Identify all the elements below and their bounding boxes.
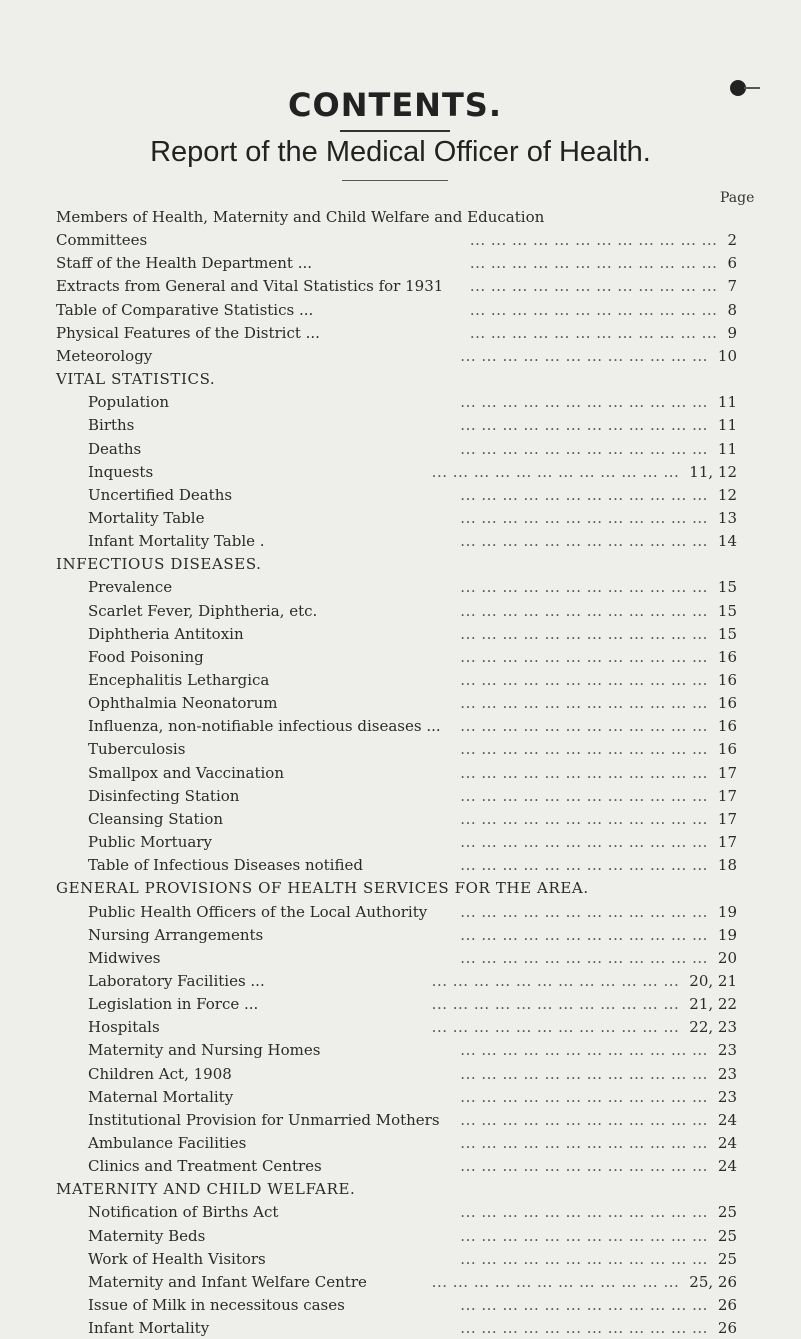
dot-leader: ... ... ... ... ... ... ... ... ... ... ... ... — [431, 462, 680, 481]
toc-entry — [0, 553, 801, 575]
dot-leader: ... ... ... ... ... ... ... ... ... ... ... ... — [460, 856, 708, 875]
dot-leader: ... ... ... ... ... ... ... ... ... ... ... ... — [460, 717, 708, 736]
toc-entry — [0, 1132, 801, 1154]
title-underline — [340, 130, 450, 132]
toc-entry-page: 12 — [717, 485, 737, 504]
toc-entry-page: 25 — [717, 1226, 737, 1245]
toc-entry-title: Work of Health Visitors — [88, 1249, 266, 1268]
toc-entry-page: 17 — [717, 763, 737, 782]
toc-entry-page: 11 — [717, 439, 737, 458]
toc-entry-page: 20, 21 — [689, 971, 737, 990]
toc-entry — [0, 692, 801, 714]
toc-entry-title: Public Health Officers of the Local Authority — [88, 902, 428, 921]
dot-leader: ... ... ... ... ... ... ... ... ... ... ... ... — [460, 647, 708, 666]
toc-entry — [0, 993, 801, 1015]
toc-entry-page: 26 — [717, 1319, 737, 1338]
toc-entry-page: 23 — [717, 1087, 737, 1106]
toc-entry-page: 20 — [717, 948, 737, 967]
dot-leader: ... ... ... ... ... ... ... ... ... ... ... ... — [469, 277, 718, 296]
toc-entry-title: Cleansing Station — [88, 809, 224, 828]
toc-entry — [0, 299, 801, 321]
dot-leader: ... ... ... ... ... ... ... ... ... ... ... ... — [460, 925, 708, 944]
toc-entry — [0, 1016, 801, 1038]
dot-leader: ... ... ... ... ... ... ... ... ... ... ... ... — [460, 1157, 708, 1176]
toc-entry-title: Maternity and Infant Welfare Centre — [88, 1272, 367, 1291]
dot-leader: ... ... ... ... ... ... ... ... ... ... ... ... — [460, 1134, 708, 1152]
toc-entry-title: Infant Mortality Table . — [88, 532, 265, 551]
toc-entry-page: 14 — [717, 532, 737, 551]
dot-leader: ... ... ... ... ... ... ... ... ... ... ... ... — [431, 995, 680, 1014]
toc-entry-title: Smallpox and Vaccination — [88, 763, 284, 782]
toc-entry — [0, 646, 801, 668]
toc-entry — [0, 600, 801, 622]
dot-leader: ... ... ... ... ... ... ... ... ... ... ... ... — [460, 1087, 708, 1106]
toc-entry-title: Scarlet Fever, Diphtheria, etc. — [88, 601, 318, 620]
dot-leader: ... ... ... ... ... ... ... ... ... ... ... ... — [460, 786, 708, 805]
toc-entry-title: Clinics and Treatment Centres — [88, 1157, 322, 1176]
toc-entry-title: Inquests — [88, 462, 154, 481]
toc-entry-title: VITAL STATISTICS. — [56, 370, 216, 388]
toc-entry-page: 26 — [717, 1296, 737, 1314]
toc-entry-page: 19 — [717, 925, 737, 944]
toc-entry-page: 16 — [717, 647, 737, 666]
toc-entry-page: 11 — [717, 393, 737, 412]
toc-entry — [0, 715, 801, 737]
toc-entry-page: 11, 12 — [689, 462, 737, 481]
dot-leader: ... ... ... ... ... ... ... ... ... ... ... ... — [460, 346, 708, 365]
toc-entry-page: 25, 26 — [689, 1272, 737, 1291]
toc-entry — [0, 1109, 801, 1131]
toc-entry-title: Members of Health, Maternity and Child Welfare and Education — [56, 208, 545, 226]
toc-entry — [0, 623, 801, 645]
toc-entry-page: 21, 22 — [689, 995, 737, 1014]
toc-entry-title: Prevalence — [88, 578, 173, 597]
toc-entry — [0, 970, 801, 992]
toc-entry-page: 22, 23 — [689, 1018, 737, 1037]
toc-entry-page: 17 — [717, 809, 737, 828]
dot-leader: ... ... ... ... ... ... ... ... ... ... ... ... — [460, 578, 708, 597]
dot-leader: ... ... ... ... ... ... ... ... ... ... ... ... — [460, 948, 708, 967]
toc-entry-title: Diphtheria Antitoxin — [88, 624, 244, 643]
toc-entry-title: Staff of the Health Department ... — [56, 254, 313, 273]
toc-entry-page: 24 — [717, 1110, 737, 1129]
toc-entry-title: Tuberculosis — [88, 740, 186, 759]
toc-entry-page: 16 — [717, 671, 737, 689]
toc-entry-title: Food Poisoning — [88, 647, 204, 666]
toc-entry — [0, 1294, 801, 1316]
toc-entry-title: Infant Mortality — [88, 1319, 210, 1338]
toc-entry — [0, 1248, 801, 1270]
toc-entry — [0, 1201, 801, 1223]
dot-leader: ... ... ... ... ... ... ... ... ... ... ... ... — [431, 1272, 680, 1291]
toc-entry-page: 17 — [717, 833, 737, 851]
dot-leader: ... ... ... ... ... ... ... ... ... ... ... ... — [460, 694, 708, 713]
toc-entry-page: 9 — [727, 323, 737, 342]
toc-entry-title: Public Mortuary — [88, 833, 212, 851]
toc-entry-page: 17 — [717, 786, 737, 805]
toc-entry-page: 16 — [717, 740, 737, 759]
toc-entry — [0, 738, 801, 760]
toc-entry-page: 25 — [717, 1249, 737, 1268]
toc-entry-title: Midwives — [88, 948, 161, 967]
toc-entry-page: 8 — [727, 300, 737, 319]
toc-entry — [0, 391, 801, 413]
page-column-heading: Page — [720, 190, 755, 206]
toc-entry-title: Physical Features of the District ... — [56, 323, 320, 342]
toc-entry — [0, 530, 801, 552]
toc-entry — [0, 762, 801, 784]
toc-entry-title: Births — [88, 416, 135, 435]
dot-leader: ... ... ... ... ... ... ... ... ... ... ... ... — [460, 393, 708, 412]
toc-entry — [0, 1086, 801, 1108]
toc-entry-page: 11 — [717, 416, 737, 435]
toc-entry — [0, 901, 801, 923]
toc-entry-title: Hospitals — [88, 1018, 160, 1037]
toc-entry — [0, 461, 801, 483]
dot-leader: ... ... ... ... ... ... ... ... ... ... ... ... — [460, 740, 708, 759]
toc-entry-title: GENERAL PROVISIONS OF HEALTH SERVICES FOR THE AREA. — [56, 879, 589, 898]
toc-entry — [0, 877, 801, 899]
toc-entry-title: Maternity and Nursing Homes — [88, 1041, 321, 1060]
dot-leader: ... ... ... ... ... ... ... ... ... ... ... ... — [469, 323, 718, 342]
dot-leader: ... ... ... ... ... ... ... ... ... ... ... ... — [460, 1110, 708, 1129]
dot-leader: ... ... ... ... ... ... ... ... ... ... ... ... — [460, 1296, 708, 1314]
toc-entry-page: 15 — [717, 624, 737, 643]
dot-leader: ... ... ... ... ... ... ... ... ... ... ... ... — [460, 809, 708, 828]
toc-entry-title: Children Act, 1908 — [88, 1064, 232, 1083]
dot-leader: ... ... ... ... ... ... ... ... ... ... ... ... — [469, 300, 718, 319]
toc-entry — [0, 414, 801, 436]
contents-title: CONTENTS. — [288, 86, 502, 124]
toc-entry — [0, 924, 801, 946]
toc-entry — [0, 322, 801, 344]
dot-leader: ... ... ... ... ... ... ... ... ... ... ... ... — [460, 1226, 708, 1245]
dot-leader: ... ... ... ... ... ... ... ... ... ... ... ... — [460, 624, 708, 643]
toc-entry — [0, 1178, 801, 1200]
dot-leader: ... ... ... ... ... ... ... ... ... ... ... ... — [460, 1203, 708, 1222]
toc-entry — [0, 1039, 801, 1061]
toc-entry — [0, 1317, 801, 1339]
toc-entry-title: Notification of Births Act — [88, 1203, 279, 1222]
toc-entry-title: Nursing Arrangements — [88, 925, 264, 944]
toc-entry-title: Encephalitis Lethargica — [88, 671, 270, 689]
toc-entry-title: Ambulance Facilities — [88, 1134, 247, 1152]
dot-leader: ... ... ... ... ... ... ... ... ... ... ... ... — [469, 231, 718, 250]
toc-entry — [0, 252, 801, 274]
dot-leader: ... ... ... ... ... ... ... ... ... ... ... ... — [460, 1319, 708, 1338]
toc-entry — [0, 229, 801, 251]
toc-entry-title: INFECTIOUS DISEASES. — [56, 555, 262, 574]
toc-entry-title: Deaths — [88, 439, 142, 458]
toc-entry-title: Committees — [56, 231, 148, 250]
toc-entry-page: 10 — [717, 346, 737, 365]
toc-entry-page: 18 — [717, 856, 737, 875]
toc-entry-title: Legislation in Force ... — [88, 995, 259, 1014]
toc-entry-title: Extracts from General and Vital Statistics for 1931 — [56, 277, 444, 296]
dot-leader: ... ... ... ... ... ... ... ... ... ... ... ... — [460, 485, 708, 504]
dot-leader: ... ... ... ... ... ... ... ... ... ... ... ... — [460, 439, 708, 458]
dot-leader: ... ... ... ... ... ... ... ... ... ... ... ... — [460, 508, 708, 527]
toc-entry-page: 24 — [717, 1157, 737, 1176]
toc-entry-page: 25 — [717, 1203, 737, 1222]
dot-leader: ... ... ... ... ... ... ... ... ... ... ... ... — [460, 833, 708, 851]
dot-leader: ... ... ... ... ... ... ... ... ... ... ... ... — [431, 1018, 680, 1037]
dot-leader: ... ... ... ... ... ... ... ... ... ... ... ... — [460, 1064, 708, 1083]
toc-entry-page: 15 — [717, 601, 737, 620]
toc-entry-page: 13 — [717, 508, 737, 527]
toc-entry-title: Maternity Beds — [88, 1226, 206, 1245]
dot-leader: ... ... ... ... ... ... ... ... ... ... ... ... — [460, 671, 708, 689]
dot-leader: ... ... ... ... ... ... ... ... ... ... ... ... — [460, 763, 708, 782]
toc-entry — [0, 669, 801, 691]
toc-entry-title: Institutional Provision for Unmarried Mothers — [88, 1110, 440, 1129]
toc-entry — [0, 1063, 801, 1085]
toc-entry — [0, 808, 801, 830]
toc-entry — [0, 785, 801, 807]
toc-entry-title: Laboratory Facilities ... — [88, 971, 265, 990]
toc-entry-title: Uncertified Deaths — [88, 485, 233, 504]
toc-entry-page: 15 — [717, 578, 737, 597]
report-subtitle: Report of the Medical Officer of Health. — [150, 136, 651, 168]
toc-entry — [0, 1271, 801, 1293]
toc-entry — [0, 368, 801, 390]
toc-entry — [0, 854, 801, 876]
dot-leader: ... ... ... ... ... ... ... ... ... ... ... ... — [460, 902, 708, 921]
toc-entry-title: Influenza, non-notifiable infectious diseases ... — [88, 717, 441, 736]
dot-leader: ... ... ... ... ... ... ... ... ... ... ... ... — [469, 254, 718, 273]
toc-entry — [0, 576, 801, 598]
toc-entry-page: 6 — [727, 254, 737, 273]
toc-entry-title: Mortality Table — [88, 508, 205, 527]
toc-entry — [0, 345, 801, 367]
toc-entry — [0, 507, 801, 529]
toc-entry-page: 23 — [717, 1064, 737, 1083]
toc-entry — [0, 484, 801, 506]
toc-entry-page: 16 — [717, 694, 737, 713]
toc-entry — [0, 1225, 801, 1247]
dot-leader: ... ... ... ... ... ... ... ... ... ... ... ... — [460, 601, 708, 620]
toc-entry-title: Ophthalmia Neonatorum — [88, 694, 278, 713]
toc-entry — [0, 206, 801, 228]
toc-entry-title: Population — [88, 393, 170, 412]
dot-leader: ... ... ... ... ... ... ... ... ... ... ... ... — [460, 532, 708, 551]
toc-entry-title: Table of Comparative Statistics ... — [56, 300, 314, 319]
toc-entry-title: MATERNITY AND CHILD WELFARE. — [56, 1180, 356, 1199]
subtitle-rule — [342, 180, 448, 181]
toc-entry-page: 19 — [717, 902, 737, 921]
toc-entry — [0, 1155, 801, 1177]
toc-entry — [0, 831, 801, 853]
dot-leader: ... ... ... ... ... ... ... ... ... ... ... ... — [460, 1249, 708, 1268]
toc-entry-page: 23 — [717, 1041, 737, 1060]
toc-entry-page: 16 — [717, 717, 737, 736]
toc-entry-page: 24 — [717, 1134, 737, 1152]
dot-leader: ... ... ... ... ... ... ... ... ... ... ... ... — [431, 971, 680, 990]
toc-entry-title: Issue of Milk in necessitous cases — [88, 1296, 345, 1314]
dot-leader: ... ... ... ... ... ... ... ... ... ... ... ... — [460, 416, 708, 435]
toc-entry-page: 7 — [727, 277, 737, 296]
toc-entry — [0, 275, 801, 297]
toc-entry — [0, 947, 801, 969]
toc-entry-title: Table of Infectious Diseases notified — [88, 856, 363, 875]
toc-entry-title: Meteorology — [56, 346, 153, 365]
toc-entry-title: Disinfecting Station — [88, 786, 240, 805]
toc-entry — [0, 438, 801, 460]
dot-leader: ... ... ... ... ... ... ... ... ... ... ... ... — [460, 1041, 708, 1060]
toc-entry-title: Maternal Mortality — [88, 1087, 234, 1106]
toc-entry-page: 2 — [727, 231, 737, 250]
